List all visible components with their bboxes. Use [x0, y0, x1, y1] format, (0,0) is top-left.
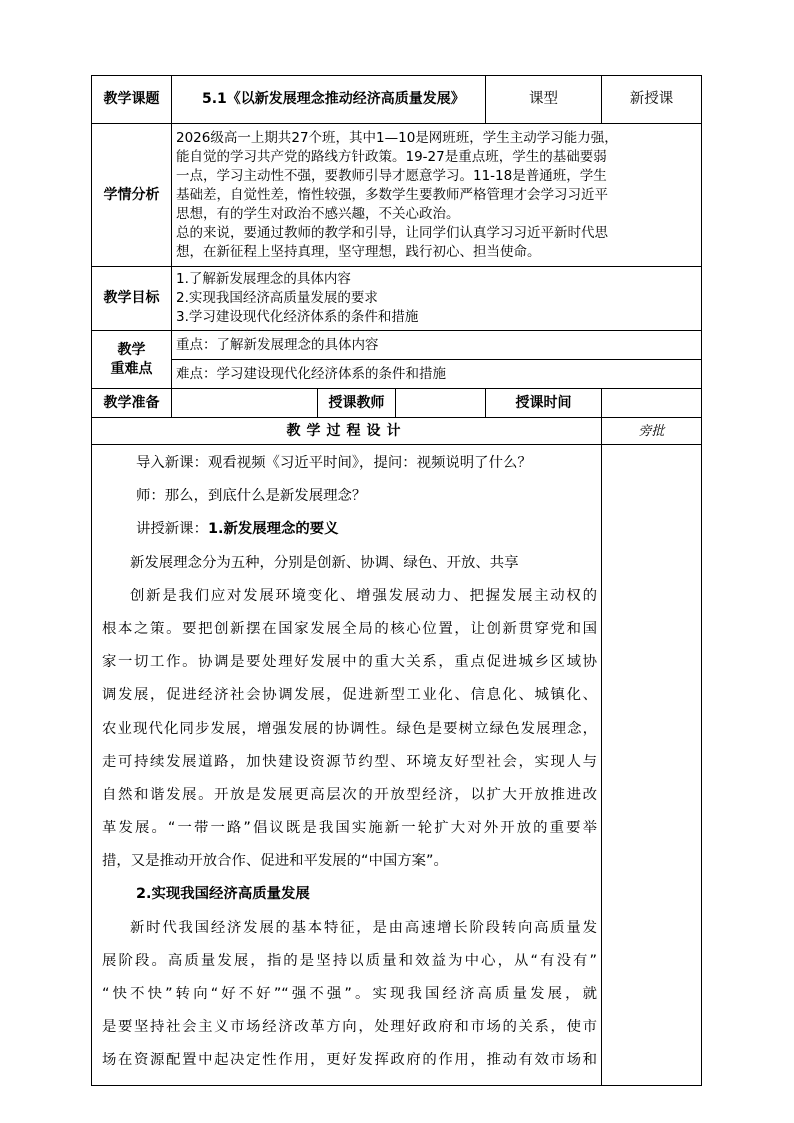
- analysis-row: [92, 124, 702, 267]
- prep-value: [172, 389, 318, 418]
- prep-row: [92, 389, 702, 418]
- process-line: 措，又是推动开放合作、促进和平发展的“中国方案”。: [102, 853, 448, 870]
- goals-content: [172, 267, 702, 331]
- goal-item: 3.学习建设现代化经济体系的条件和措施: [176, 309, 419, 325]
- analysis-line: 总的来说，要通过教师的教学和引导，让同学们认真学习习近平新时代思: [176, 224, 608, 241]
- process-line: 师：那么，到底什么是新发展理念？: [136, 488, 367, 505]
- section-heading: 1.新发展理念的要义: [207, 521, 339, 538]
- process-line: 自然和谐发展。开放是发展更高层次的开放型经济，以扩大开放推进改: [102, 786, 597, 803]
- process-line: 展阶段。高质量发展，指的是坚持以质量和效益为中心，从“有没有”: [102, 952, 597, 969]
- analysis-line: 想，在新征程上坚持真理，坚守理想，践行初心、担当使命。: [176, 243, 541, 260]
- time-label: 授课时间: [486, 389, 602, 418]
- process-body: [92, 445, 602, 1086]
- goals-row: [92, 267, 702, 331]
- side-note-heading: 旁批: [602, 418, 702, 445]
- process-line: 2.实现我国经济高质量发展: [136, 886, 310, 903]
- topic-value: 5.1《以新发展理念推动经济高质量发展》: [172, 76, 486, 124]
- process-line: 农业现代化同步发展，增强发展的协调性。绿色是要树立绿色发展理念，: [102, 720, 597, 737]
- type-value: 新授课: [602, 76, 702, 124]
- prep-label: 教学准备: [92, 389, 172, 418]
- difficult-point-text: 难点：学习建设现代化经济体系的条件和措施: [172, 360, 702, 389]
- teacher-value: [396, 389, 486, 418]
- process-line: 新发展理念分为五种，分别是创新、协调、绿色、开放、共享: [130, 554, 519, 571]
- topic-row: [92, 76, 702, 124]
- topic-label: 教学课题: [92, 76, 172, 124]
- process-heading-row: [92, 418, 702, 445]
- process-heading: 教学过程设计: [92, 418, 602, 445]
- key-point-text: 重点：了解新发展理念的具体内容: [172, 331, 702, 360]
- analysis-line: 一点，学习主动性不强，要教师引导才愿意学习。11-18是普通班，学生: [176, 167, 607, 184]
- analysis-line: 基础差，自觉性差，惰性较强，多数学生要教师严格管理才会学习习近平: [176, 186, 608, 203]
- process-line: “快不快”转向“好不好”“强不强”。实现我国经济高质量发展，就: [102, 986, 597, 1002]
- analysis-line: 能自觉的学习共产党的路线方针政策。19-27是重点班，学生的基础要弱: [176, 148, 607, 165]
- analysis-content: [172, 124, 702, 267]
- teacher-label: 授课教师: [318, 389, 396, 418]
- goal-item: 1.了解新发展理念的具体内容: [176, 271, 351, 287]
- process-line: 家一切工作。协调是要处理好发展中的重大关系，重点促进城乡区域协: [102, 654, 597, 671]
- process-line: 调发展，促进经济社会协调发展，促进新型工业化、信息化、城镇化、: [102, 687, 597, 704]
- key-points-label-line2: 重难点: [110, 360, 153, 377]
- process-text: [92, 445, 601, 1078]
- goals-label: 教学目标: [92, 267, 172, 331]
- process-body-row: [92, 445, 702, 1086]
- type-label: 课型: [486, 76, 602, 124]
- process-line: 是要坚持社会主义市场经济改革方向，处理好政府和市场的关系，使市: [102, 1019, 597, 1036]
- process-line: 根本之策。要把创新摆在国家发展全局的核心位置，让创新贯穿党和国: [102, 620, 597, 637]
- process-line: 走可持续发展道路，加快建设资源节约型、环境友好型社会，实现人与: [102, 753, 597, 770]
- analysis-label: 学情分析: [92, 124, 172, 267]
- time-value: [602, 389, 702, 418]
- goal-item: 2.实现我国经济高质量发展的要求: [176, 290, 378, 306]
- analysis-line: 思想，有的学生对政治不感兴趣，不关心政治。: [176, 205, 460, 222]
- difficult-point-row: [92, 360, 702, 389]
- key-points-label-line1: 教学: [117, 341, 146, 358]
- key-points-label: [92, 331, 172, 389]
- process-line: 创新是我们应对发展环境变化、增强发展动力、把握发展主动权的: [130, 587, 597, 604]
- side-note-body: [602, 445, 702, 1086]
- process-line: 场在资源配置中起决定性作用，更好发挥政府的作用，推动有效市场和: [102, 1052, 597, 1069]
- process-line: [96, 513, 597, 546]
- analysis-line: 2026级高一上期共27个班，其中1—10是网班班，学生主动学习能力强，: [176, 129, 618, 146]
- key-point-row: [92, 331, 702, 360]
- process-line: 革发展。“一带一路”倡议既是我国实施新一轮扩大对外开放的重要举: [102, 820, 597, 837]
- process-line: 导入新课：观看视频《习近平时间》，提问：视频说明了什么？: [136, 455, 532, 471]
- lesson-plan-table: [91, 75, 702, 1086]
- process-line: 新时代我国经济发展的基本特征，是由高速增长阶段转向高质量发: [130, 919, 597, 936]
- process-line-lead: 讲授新课：: [136, 521, 208, 538]
